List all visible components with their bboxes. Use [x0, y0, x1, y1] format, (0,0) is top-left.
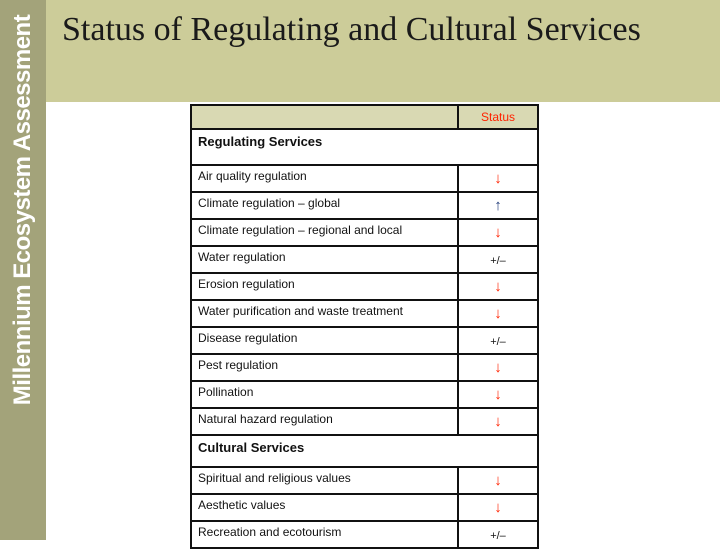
status-cell [458, 300, 538, 327]
arrow-down-icon: ↓ [494, 499, 502, 516]
mixed-status-text: +/– [490, 335, 506, 348]
sidebar-brand-text: Millennium Ecosystem Assessment [9, 14, 36, 406]
table-row [191, 165, 538, 192]
status-cell [458, 165, 538, 192]
section-row [191, 129, 538, 165]
page-title: Status of Regulating and Cultural Services [62, 11, 641, 48]
arrow-up-icon: ↑ [494, 197, 502, 214]
table-row [191, 381, 538, 408]
sidebar [0, 0, 46, 540]
status-cell [458, 494, 538, 521]
status-cell [458, 219, 538, 246]
status-cell [458, 381, 538, 408]
service-label: Spiritual and religious values [191, 467, 458, 494]
service-label: Pollination [191, 381, 458, 408]
arrow-down-icon: ↓ [494, 305, 502, 322]
service-label: Water purification and waste treatment [191, 300, 458, 327]
table-row [191, 467, 538, 494]
status-cell [458, 521, 538, 548]
section-title: Regulating Services [191, 129, 538, 165]
status-cell [458, 273, 538, 300]
section-row [191, 435, 538, 467]
arrow-down-icon: ↓ [494, 386, 502, 403]
table-row [191, 246, 538, 273]
mixed-status-text: +/– [490, 254, 506, 267]
service-label: Pest regulation [191, 354, 458, 381]
arrow-down-icon: ↓ [494, 472, 502, 489]
table-row [191, 192, 538, 219]
table-row [191, 327, 538, 354]
service-label: Disease regulation [191, 327, 458, 354]
table-header-row [191, 105, 538, 129]
table-row [191, 494, 538, 521]
status-cell [458, 192, 538, 219]
status-cell [458, 246, 538, 273]
arrow-down-icon: ↓ [494, 413, 502, 430]
status-cell [458, 408, 538, 435]
status-cell [458, 327, 538, 354]
service-label: Water regulation [191, 246, 458, 273]
service-label: Erosion regulation [191, 273, 458, 300]
arrow-down-icon: ↓ [494, 224, 502, 241]
status-header: Status [458, 105, 538, 129]
table-row [191, 354, 538, 381]
table-row [191, 408, 538, 435]
table-row [191, 300, 538, 327]
service-label: Recreation and ecotourism [191, 521, 458, 548]
section-title: Cultural Services [191, 435, 538, 467]
mixed-status-text: +/– [490, 529, 506, 542]
table-row [191, 219, 538, 246]
service-label: Air quality regulation [191, 165, 458, 192]
service-label: Climate regulation – global [191, 192, 458, 219]
service-label: Aesthetic values [191, 494, 458, 521]
services-status-table [190, 104, 539, 549]
table-row [191, 273, 538, 300]
arrow-down-icon: ↓ [494, 170, 502, 187]
arrow-down-icon: ↓ [494, 359, 502, 376]
service-label: Climate regulation – regional and local [191, 219, 458, 246]
table-row [191, 521, 538, 548]
header-label-cell [191, 105, 458, 129]
status-cell [458, 467, 538, 494]
arrow-down-icon: ↓ [494, 278, 502, 295]
status-cell [458, 354, 538, 381]
service-label: Natural hazard regulation [191, 408, 458, 435]
